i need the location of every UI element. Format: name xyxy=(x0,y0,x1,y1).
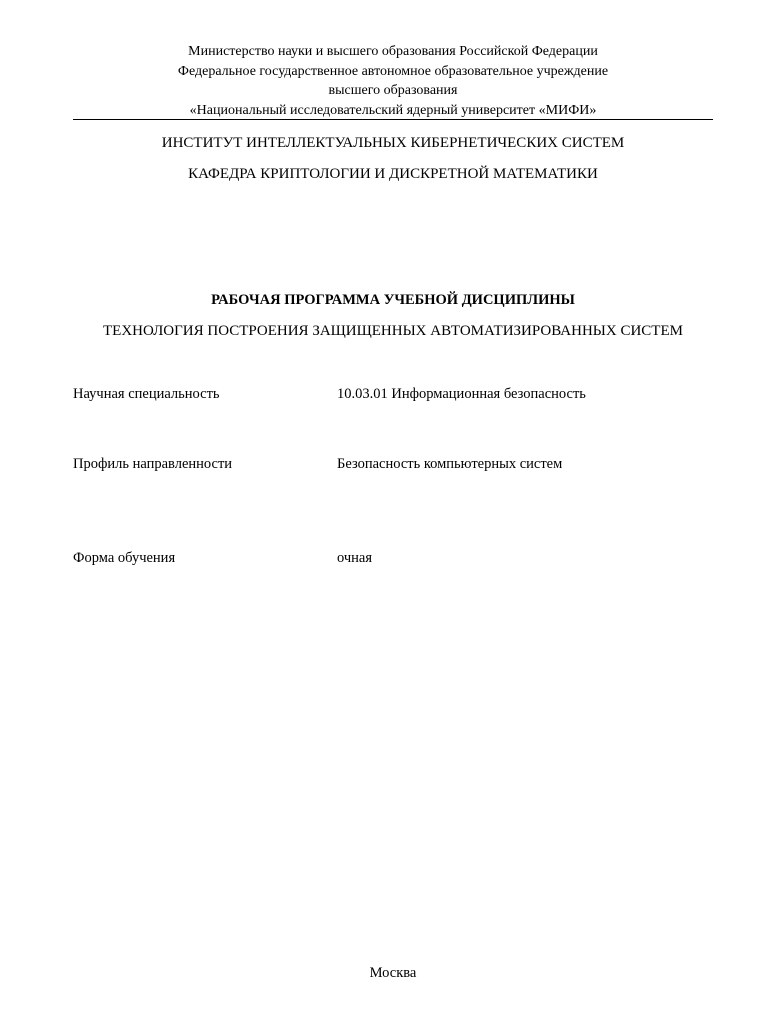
field-label-specialty: Научная специальность xyxy=(73,386,220,402)
header-line-ministry: Министерство науки и высшего образования Российской Федерации xyxy=(188,44,598,59)
document-title: РАБОЧАЯ ПРОГРАММА УЧЕБНОЙ ДИСЦИПЛИНЫ xyxy=(211,292,575,308)
header-line-university-name: «Национальный исследовательский ядерный университет «МИФИ» xyxy=(189,102,597,118)
field-value-study-form: очная xyxy=(337,550,373,566)
institute-name: ИНСТИТУТ ИНТЕЛЛЕКТУАЛЬНЫХ КИБЕРНЕТИЧЕСКИХ СИСТЕМ xyxy=(161,135,625,151)
header-line-institution-type: Федеральное государственное автономное образовательное учреждение xyxy=(177,63,609,79)
field-value-profile: Безопасность компьютерных систем xyxy=(337,456,563,472)
field-value-specialty: 10.03.01 Информационная безопасность xyxy=(337,386,586,402)
discipline-name: ТЕХНОЛОГИЯ ПОСТРОЕНИЯ ЗАЩИЩЕННЫХ АВТОМАТИЗИРОВАННЫХ СИСТЕМ xyxy=(103,323,683,339)
field-label-profile: Профиль направленности xyxy=(73,456,233,472)
department-name: КАФЕДРА КРИПТОЛОГИИ И ДИСКРЕТНОЙ МАТЕМАТИКИ xyxy=(188,166,598,182)
ministry-header xyxy=(73,42,713,120)
city-footer: Москва xyxy=(369,965,417,981)
header-divider xyxy=(73,119,713,120)
header-line-education-level: высшего образования xyxy=(328,83,458,98)
field-label-study-form: Форма обучения xyxy=(73,550,176,566)
